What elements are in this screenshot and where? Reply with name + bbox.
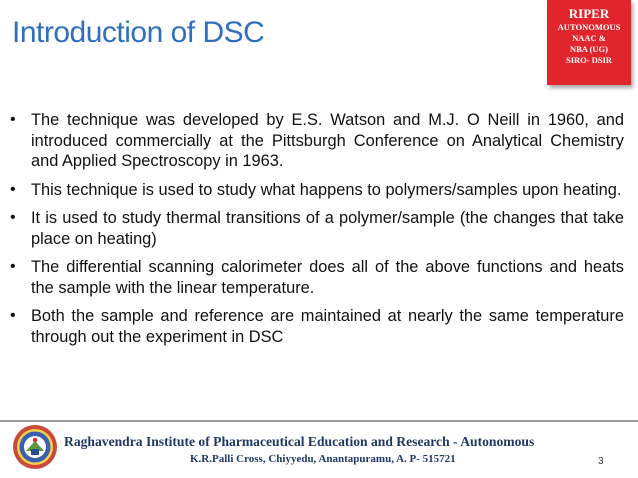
bullet-dot-icon: •	[10, 111, 16, 128]
bullet-text: It is used to study thermal transitions of a polymer/sample (the changes that take place on heating)	[31, 209, 624, 248]
bullet-dot-icon: •	[10, 258, 16, 275]
bullet-text: Both the sample and reference are maintained at nearly the same temperature through out the experiment in DSC	[31, 307, 624, 346]
bullet-text: The differential scanning calorimeter does all of the above functions and heats the sample with the linear temperature.	[31, 258, 624, 297]
slide-title: Introduction of DSC	[12, 16, 265, 49]
footer-divider	[0, 420, 638, 422]
institute-address: K.R.Palli Cross, Chiyyedu, Anantapuramu, A. P- 515721	[190, 453, 456, 465]
badge-line: AUTONOMOUS	[557, 22, 621, 32]
bullet-item	[10, 208, 624, 249]
bullet-dot-icon: •	[10, 307, 16, 324]
bullet-text: This technique is used to study what happens to polymers/samples upon heating.	[31, 180, 622, 199]
bullet-item	[10, 110, 624, 172]
bullet-text: The technique was developed by E.S. Watson and M.J. O Neill in 1960, and introduced commercially at the Pittsburgh Conference on Analytical Chemistry and Applied Spectroscopy in 1963.	[31, 111, 624, 170]
bullet-dot-icon: •	[10, 209, 16, 226]
badge-line: NBA (UG)	[569, 44, 608, 54]
bullet-item	[10, 257, 624, 298]
badge-line: NAAC &	[572, 33, 606, 43]
bullet-item	[10, 306, 624, 347]
page-number: 3	[598, 456, 604, 467]
institute-seal-icon	[12, 424, 58, 470]
riper-badge	[547, 0, 631, 85]
bullet-item	[10, 180, 624, 201]
badge-title: RIPER	[568, 6, 610, 21]
badge-line: SIRO- DSIR	[565, 55, 613, 65]
bullet-dot-icon: •	[10, 180, 16, 198]
bullet-list	[10, 110, 624, 355]
institute-name: Raghavendra Institute of Pharmaceutical Education and Research - Autonomous	[64, 434, 535, 449]
